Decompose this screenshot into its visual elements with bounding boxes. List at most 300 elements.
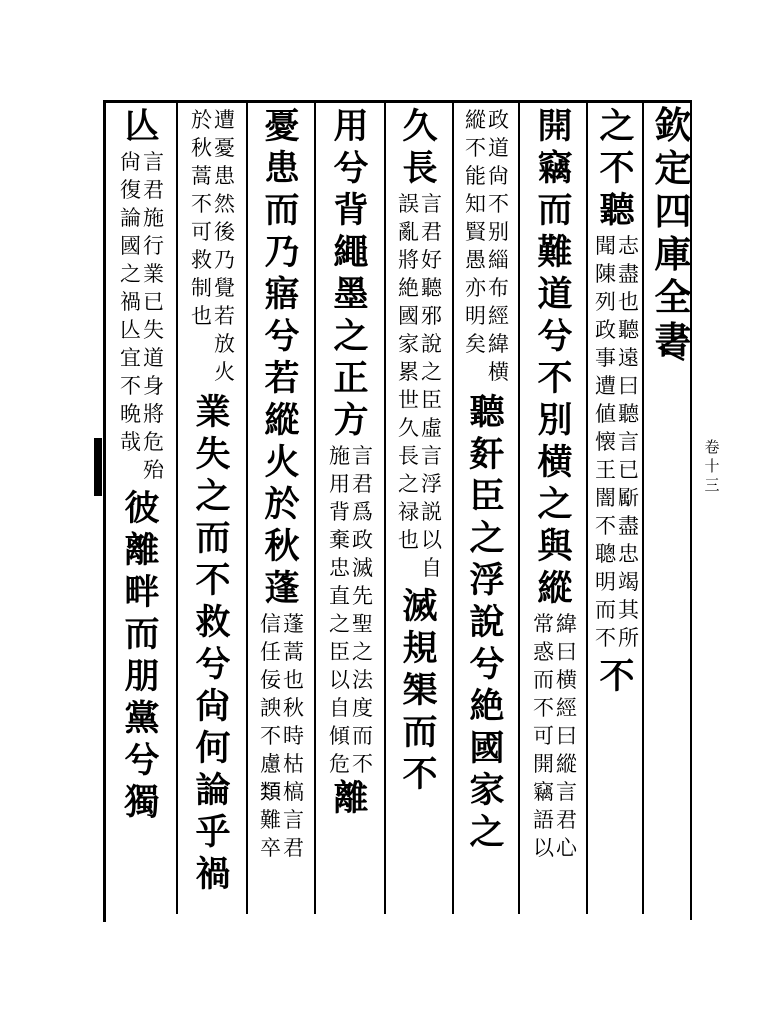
commentary-line [488, 106, 509, 386]
character: 之 [329, 612, 350, 636]
character: 之 [333, 316, 369, 357]
character: 之 [195, 476, 231, 517]
character: 三 [704, 476, 720, 494]
character: 誤 [398, 192, 419, 216]
text-column-8 [108, 106, 176, 914]
main-text [124, 488, 159, 824]
character: 爲 [352, 500, 373, 524]
commentary-text [191, 106, 235, 386]
character: 難 [260, 808, 281, 832]
character: 棄 [329, 528, 350, 552]
character: 獨 [124, 782, 160, 823]
character: 値 [595, 402, 616, 426]
character: 浮 [421, 472, 442, 496]
character: 不 [595, 514, 616, 538]
character: 愚 [465, 248, 486, 272]
character: 離 [333, 778, 369, 819]
character: 説 [421, 500, 442, 524]
character: 不 [191, 192, 212, 216]
character: 之 [469, 812, 505, 853]
character: 直 [329, 584, 350, 608]
character: 枯 [283, 752, 304, 776]
character: 浮 [469, 560, 505, 601]
character: 知 [465, 192, 486, 216]
character: 家 [398, 332, 419, 356]
character: 久 [398, 416, 419, 440]
character: 欽 [654, 103, 692, 147]
commentary-line [556, 610, 577, 862]
commentary-text [260, 610, 304, 862]
character: 而 [124, 614, 160, 655]
character: 四 [654, 189, 692, 233]
character: 傾 [329, 724, 350, 748]
character: 論 [195, 770, 231, 811]
character: 患 [214, 164, 235, 188]
character: 自 [329, 696, 350, 720]
character: 之 [421, 360, 442, 384]
character: 事 [595, 346, 616, 370]
main-text [124, 106, 159, 148]
scan-edge-mark [94, 438, 102, 496]
character: 與 [537, 526, 573, 567]
commentary-line [260, 610, 281, 862]
character: 於 [264, 484, 300, 525]
column-divider [586, 102, 588, 914]
character: 遭 [595, 374, 616, 398]
character: 虛 [421, 416, 442, 440]
character: 用 [333, 106, 369, 147]
character: 兮 [264, 316, 300, 357]
character: 君 [556, 808, 577, 832]
character: 而 [402, 712, 438, 753]
character: 救 [195, 602, 231, 643]
character: 之 [120, 262, 141, 286]
character: 陳 [595, 262, 616, 286]
character: 緯 [488, 332, 509, 356]
text-column-6 [250, 106, 314, 914]
character: 不 [537, 358, 573, 399]
character: 火 [264, 442, 300, 483]
character: 尙 [120, 150, 141, 174]
character: 危 [329, 752, 350, 776]
character: 賢 [465, 220, 486, 244]
character: 憂 [214, 136, 235, 160]
column-divider [314, 102, 316, 914]
character: 不 [402, 754, 438, 795]
character: 布 [488, 276, 509, 300]
character: 縱 [537, 568, 573, 609]
character: 何 [195, 728, 231, 769]
frame-top-rule [104, 100, 692, 103]
character: 已 [143, 290, 164, 314]
character: 施 [329, 444, 350, 468]
commentary-line [618, 232, 639, 652]
character: 絶 [398, 276, 419, 300]
character: 其 [618, 598, 639, 622]
character: 諛 [260, 696, 281, 720]
character: 卷 [704, 438, 720, 456]
character: 畔 [124, 572, 160, 613]
character: 覺 [214, 276, 235, 300]
column-divider [246, 102, 248, 914]
character: 遭 [214, 108, 235, 132]
character: 滅 [402, 586, 438, 627]
commentary-text [120, 148, 164, 484]
character: 背 [329, 500, 350, 524]
character: 國 [398, 304, 419, 328]
character: 𩔖 [260, 780, 281, 804]
character: 言 [143, 150, 164, 174]
character: 縱 [465, 108, 486, 132]
character: 盡 [618, 262, 639, 286]
main-text [264, 106, 299, 610]
character: 開 [533, 752, 554, 776]
character: 政 [595, 318, 616, 342]
character: 臣 [329, 640, 350, 664]
main-text [599, 106, 634, 232]
character: 失 [143, 318, 164, 342]
commentary-text [533, 610, 577, 862]
character: 明 [595, 570, 616, 594]
character: 已 [618, 458, 639, 482]
character: 縱 [556, 752, 577, 776]
character: 不 [120, 374, 141, 398]
character: 不 [195, 560, 231, 601]
character: 志 [618, 234, 639, 258]
character: 君 [421, 220, 442, 244]
character: 横 [488, 360, 509, 384]
character: 兮 [469, 644, 505, 685]
character: 滅 [352, 556, 373, 580]
character: 論 [120, 206, 141, 230]
commentary-text [398, 190, 442, 582]
character: 長 [402, 148, 438, 189]
character: 宜 [120, 346, 141, 370]
commentary-line [214, 106, 235, 386]
character: 言 [352, 444, 373, 468]
character: 遠 [618, 346, 639, 370]
character: 危 [143, 430, 164, 454]
character: 尙 [195, 686, 231, 727]
character: 而 [595, 598, 616, 622]
character: 以 [533, 836, 554, 860]
character: 若 [214, 304, 235, 328]
character: 長 [398, 444, 419, 468]
character: 矣 [465, 332, 486, 356]
character: 惑 [533, 640, 554, 664]
column-divider [452, 102, 454, 914]
book-title [650, 104, 696, 362]
character: 横 [556, 668, 577, 692]
character: 蓬 [283, 612, 304, 636]
character: 聽 [618, 318, 639, 342]
character: 離 [124, 530, 160, 571]
character: 定 [654, 146, 692, 190]
character: 言 [556, 780, 577, 804]
character: 經 [488, 304, 509, 328]
character: 兮 [333, 148, 369, 189]
column-divider [384, 102, 386, 914]
character: 亾 [120, 318, 141, 342]
character: 蓬 [264, 568, 300, 609]
character: 緯 [556, 612, 577, 636]
character: 佞 [260, 668, 281, 692]
character: 政 [488, 108, 509, 132]
character: 也 [191, 304, 212, 328]
character: 庫 [654, 232, 692, 276]
character: 語 [533, 808, 554, 832]
character: 之 [599, 106, 635, 147]
character: 寤 [264, 274, 300, 315]
commentary-line [120, 148, 141, 484]
character: 以 [421, 528, 442, 552]
character: 哉 [120, 430, 141, 454]
character: 乃 [264, 232, 300, 273]
character: 而 [195, 518, 231, 559]
column-divider [518, 102, 520, 914]
character: 慮 [260, 752, 281, 776]
character: 聽 [469, 392, 505, 433]
character: 邪 [421, 304, 442, 328]
character: 緇 [488, 248, 509, 272]
character: 家 [469, 770, 505, 811]
character: 經 [556, 696, 577, 720]
character: 開 [537, 106, 573, 147]
character: 君 [283, 836, 304, 860]
text-column-4 [388, 106, 452, 914]
character: 憂 [264, 106, 300, 147]
character: 絶 [469, 686, 505, 727]
character: 榘 [402, 670, 438, 711]
character: 亾 [124, 106, 160, 147]
character: 禍 [195, 854, 231, 895]
character: 朋 [124, 656, 160, 697]
character: 說 [421, 332, 442, 356]
character: 背 [333, 190, 369, 231]
character: 臣 [469, 476, 505, 517]
character: 墨 [333, 274, 369, 315]
character: 聽 [599, 190, 635, 231]
main-text [402, 106, 437, 190]
character: 忠 [618, 542, 639, 566]
character: 也 [618, 290, 639, 314]
character: 規 [402, 628, 438, 669]
main-text [599, 656, 634, 698]
character: 救 [191, 248, 212, 272]
text-column-7 [180, 106, 246, 914]
commentary-line [465, 106, 486, 386]
commentary-line [283, 610, 304, 862]
character: 全 [654, 275, 692, 319]
text-column-1 [592, 106, 642, 914]
commentary-text [329, 442, 373, 778]
character: 殆 [143, 458, 164, 482]
character: 放 [214, 332, 235, 356]
character: 彼 [124, 488, 160, 529]
character: 列 [595, 290, 616, 314]
character: 說 [469, 602, 505, 643]
character: 君 [143, 178, 164, 202]
character: 姧 [469, 434, 505, 475]
character: 道 [537, 274, 573, 315]
character: 而 [352, 724, 373, 748]
character: 書 [654, 318, 692, 362]
character: 晩 [120, 402, 141, 426]
character: 國 [120, 234, 141, 258]
character: 用 [329, 472, 350, 496]
character: 不 [465, 136, 486, 160]
character: 行 [143, 234, 164, 258]
character: 禍 [120, 290, 141, 314]
character: 國 [469, 728, 505, 769]
main-text [195, 392, 230, 896]
character: 黨 [124, 698, 160, 739]
character: 槁 [283, 780, 304, 804]
character: 聖 [352, 612, 373, 636]
character: 曰 [618, 374, 639, 398]
character: 心 [556, 836, 577, 860]
character: 將 [398, 248, 419, 272]
character: 將 [143, 402, 164, 426]
character: 聞 [595, 234, 616, 258]
character: 蒿 [191, 164, 212, 188]
character: 不 [533, 696, 554, 720]
character: 火 [214, 360, 235, 384]
character: 而 [533, 668, 554, 692]
character: 尙 [488, 164, 509, 188]
character: 好 [421, 248, 442, 272]
character: 不 [599, 148, 635, 189]
commentary-line [533, 610, 554, 862]
volume-label [700, 438, 724, 495]
commentary-line [398, 190, 419, 582]
character: 卒 [260, 836, 281, 860]
character: 蒿 [283, 640, 304, 664]
character: 乎 [195, 812, 231, 853]
character: 𣃁 [618, 486, 639, 510]
character: 先 [352, 584, 373, 608]
character: 而 [264, 190, 300, 231]
character: 言 [618, 430, 639, 454]
character: 若 [264, 358, 300, 399]
commentary-line [329, 442, 350, 778]
character: 自 [421, 556, 442, 580]
character: 聽 [618, 402, 639, 426]
character: 竭 [618, 570, 639, 594]
character: 竊 [533, 780, 554, 804]
character: 别 [488, 220, 509, 244]
character: 之 [352, 640, 373, 664]
commentary-line [352, 442, 373, 778]
character: 患 [264, 148, 300, 189]
character: 度 [352, 696, 373, 720]
commentary-line [595, 232, 616, 652]
character: 道 [143, 346, 164, 370]
character: 於 [191, 108, 212, 132]
character: 不 [595, 626, 616, 650]
character: 信 [260, 612, 281, 636]
character: 聰 [595, 542, 616, 566]
character: 君 [352, 472, 373, 496]
character: 別 [537, 400, 573, 441]
commentary-line [143, 148, 164, 484]
character: 盡 [618, 514, 639, 538]
text-column-5 [318, 106, 384, 914]
character: 兮 [124, 740, 160, 781]
character: 竊 [537, 148, 573, 189]
character: 道 [488, 136, 509, 160]
character: 繩 [333, 232, 369, 273]
character: 之 [398, 472, 419, 496]
character: 亂 [398, 220, 419, 244]
character: 亦 [465, 276, 486, 300]
main-text [333, 778, 368, 820]
character: 能 [465, 164, 486, 188]
character: 制 [191, 276, 212, 300]
character: 言 [421, 192, 442, 216]
character: 明 [465, 304, 486, 328]
column-divider [642, 102, 644, 914]
character: 政 [352, 528, 373, 552]
main-text [402, 586, 437, 796]
character: 闇 [595, 486, 616, 510]
character: 也 [283, 668, 304, 692]
character: 言 [283, 808, 304, 832]
character: 復 [120, 178, 141, 202]
character: 秋 [264, 526, 300, 567]
character: 法 [352, 668, 373, 692]
character: 臣 [421, 388, 442, 412]
character: 不 [488, 192, 509, 216]
character: 可 [191, 220, 212, 244]
character: 横 [537, 442, 573, 483]
character: 秋 [191, 136, 212, 160]
character: 施 [143, 206, 164, 230]
character: 兮 [195, 644, 231, 685]
frame-left-rule [103, 100, 106, 922]
character: 兮 [537, 316, 573, 357]
character: 而 [537, 190, 573, 231]
character: 懐 [595, 430, 616, 454]
character: 聽 [421, 276, 442, 300]
character: 曰 [556, 724, 577, 748]
commentary-text [465, 106, 509, 386]
character: 乃 [214, 248, 235, 272]
main-text [537, 106, 572, 610]
character: 難 [537, 232, 573, 273]
character: 也 [398, 528, 419, 552]
character: 言 [421, 444, 442, 468]
character: 可 [533, 724, 554, 748]
character: 縱 [264, 400, 300, 441]
character: 不 [260, 724, 281, 748]
character: 業 [143, 262, 164, 286]
character: 世 [398, 388, 419, 412]
character: 曰 [556, 640, 577, 664]
character: 十 [704, 457, 720, 475]
character: 以 [329, 668, 350, 692]
character: 不 [352, 752, 373, 776]
character: 然 [214, 192, 235, 216]
character: 王 [595, 458, 616, 482]
character: 累 [398, 360, 419, 384]
character: 之 [469, 518, 505, 559]
character: 之 [537, 484, 573, 525]
character: 後 [214, 220, 235, 244]
main-text [333, 106, 368, 442]
commentary-text [595, 232, 639, 652]
character: 不 [599, 656, 635, 697]
